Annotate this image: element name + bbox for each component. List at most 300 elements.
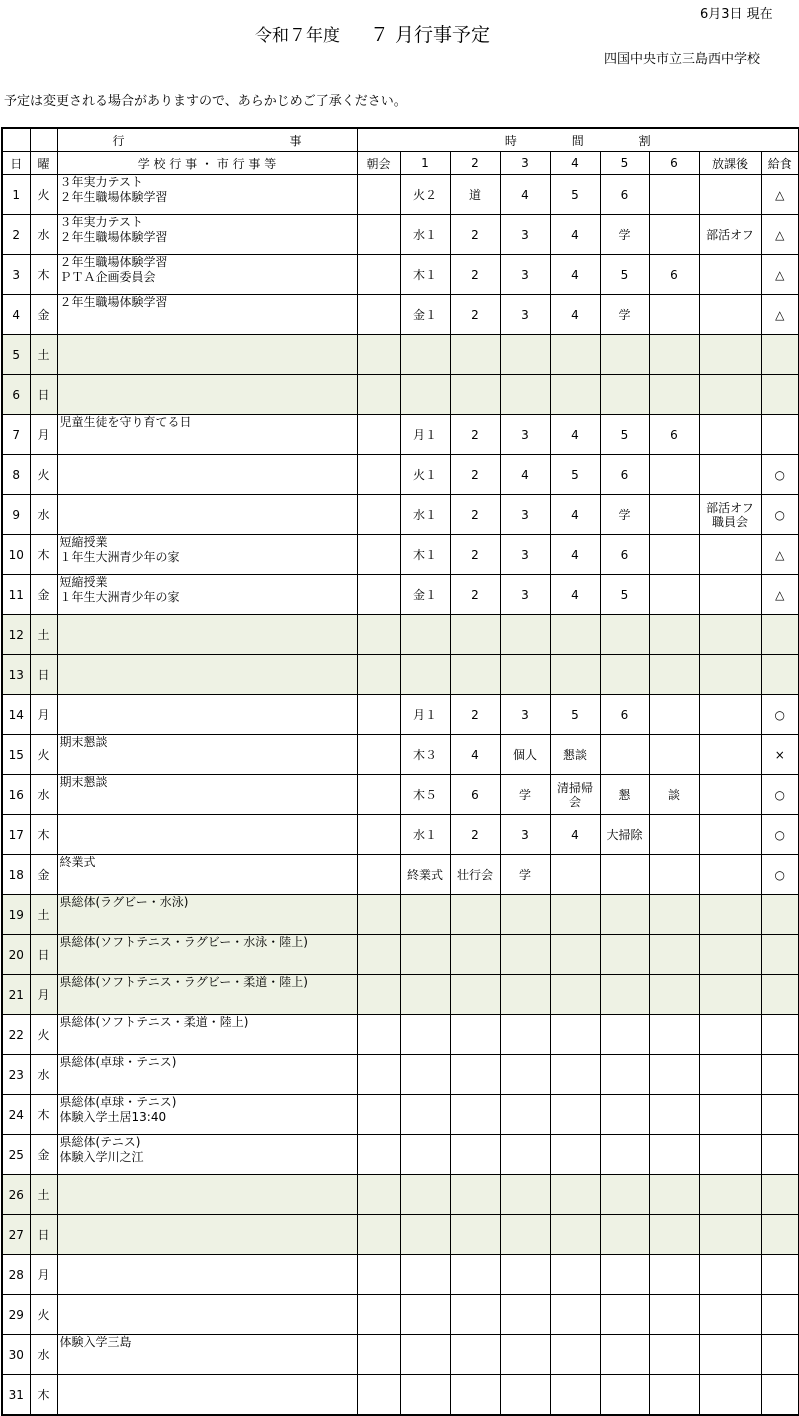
- chokai-cell: [357, 1175, 400, 1215]
- period-4-cell: [550, 1295, 600, 1335]
- day-row: [2, 855, 799, 895]
- lunch-cell: [761, 1375, 799, 1416]
- period-2-cell: 2: [450, 215, 500, 255]
- period-6-cell: 6: [649, 255, 699, 295]
- period-3-cell: [500, 1335, 550, 1375]
- period-2-cell: [450, 1015, 500, 1055]
- event-line: 終業式: [59, 855, 96, 869]
- header-row-1: [2, 128, 799, 152]
- lunch-cell: △: [761, 535, 799, 575]
- period-6-cell: [649, 695, 699, 735]
- period-1-cell: 火２: [400, 175, 450, 215]
- period-2-cell: [450, 895, 500, 935]
- events-cell: [57, 1255, 357, 1295]
- chokai-cell: [357, 495, 400, 535]
- period-6-cell: [649, 1175, 699, 1215]
- period-4-cell: 5: [550, 695, 600, 735]
- period-2-cell: 4: [450, 735, 500, 775]
- after-school-cell: [699, 295, 761, 335]
- events-cell: [57, 975, 357, 1015]
- period-1-cell: 金１: [400, 575, 450, 615]
- period-3-cell: 3: [500, 215, 550, 255]
- period-6-cell: [649, 1375, 699, 1416]
- events-cell: [57, 1335, 357, 1375]
- period-6-cell: [649, 1295, 699, 1335]
- day-number: 21: [2, 975, 30, 1015]
- period-5-cell: [600, 1375, 649, 1416]
- period-4-cell: 清掃帰 会: [550, 775, 600, 815]
- day-row: [2, 335, 799, 375]
- period-3-cell: 3: [500, 575, 550, 615]
- weekday: 木: [30, 1095, 57, 1135]
- period-3-cell: [500, 655, 550, 695]
- chokai-cell: [357, 1135, 400, 1175]
- period-2-cell: 2: [450, 535, 500, 575]
- period-3-cell: 個人: [500, 735, 550, 775]
- after-school-cell: [699, 575, 761, 615]
- period-4-cell: [550, 375, 600, 415]
- period-6-cell: [649, 375, 699, 415]
- lunch-cell: [761, 935, 799, 975]
- chokai-cell: [357, 215, 400, 255]
- period-2-cell: [450, 655, 500, 695]
- period-5-cell: [600, 615, 649, 655]
- period-1-cell: [400, 1255, 450, 1295]
- period-2-cell: 2: [450, 575, 500, 615]
- day-row: [2, 215, 799, 255]
- period-6-cell: [649, 1015, 699, 1055]
- after-school-cell: [699, 535, 761, 575]
- after-school-cell: [699, 335, 761, 375]
- event-line: 体験入学土居13:40: [59, 1110, 167, 1124]
- weekday: 月: [30, 415, 57, 455]
- lunch-cell: [761, 1255, 799, 1295]
- period-5-cell: [600, 1135, 649, 1175]
- weekday: 火: [30, 175, 57, 215]
- after-school-cell: [699, 855, 761, 895]
- chokai-cell: [357, 815, 400, 855]
- after-school-cell: 部活オフ 職員会: [699, 495, 761, 535]
- events-cell: [57, 1175, 357, 1215]
- events-cell: [57, 615, 357, 655]
- period-3-cell: [500, 335, 550, 375]
- period-6-cell: [649, 735, 699, 775]
- period-3-cell: 学: [500, 855, 550, 895]
- day-number: 14: [2, 695, 30, 735]
- chokai-cell: [357, 335, 400, 375]
- lunch-cell: ×: [761, 735, 799, 775]
- day-row: [2, 1015, 799, 1055]
- weekday: 日: [30, 375, 57, 415]
- events-cell: [57, 1055, 357, 1095]
- period-6-cell: [649, 1255, 699, 1295]
- period-2-cell: 2: [450, 295, 500, 335]
- period-2-cell: [450, 1135, 500, 1175]
- events-cell: [57, 935, 357, 975]
- events-cell: [57, 575, 357, 615]
- period-4-cell: [550, 1015, 600, 1055]
- col-after-school: 放課後: [699, 152, 761, 175]
- weekday: 火: [30, 1295, 57, 1335]
- period-2-cell: [450, 1295, 500, 1335]
- weekday: 水: [30, 1335, 57, 1375]
- weekday: 日: [30, 935, 57, 975]
- page-title: [255, 20, 490, 47]
- events-cell: [57, 535, 357, 575]
- day-number: 16: [2, 775, 30, 815]
- col-day: 日: [2, 152, 30, 175]
- col-lunch: 給食: [761, 152, 799, 175]
- lunch-cell: [761, 975, 799, 1015]
- chokai-cell: [357, 175, 400, 215]
- period-1-cell: [400, 935, 450, 975]
- period-3-cell: [500, 935, 550, 975]
- period-2-cell: 2: [450, 455, 500, 495]
- lunch-cell: ○: [761, 695, 799, 735]
- period-3-cell: [500, 1055, 550, 1095]
- day-number: 3: [2, 255, 30, 295]
- after-school-cell: [699, 415, 761, 455]
- day-number: 23: [2, 1055, 30, 1095]
- period-5-cell: 学: [600, 215, 649, 255]
- day-row: [2, 415, 799, 455]
- period-3-cell: [500, 1135, 550, 1175]
- lunch-cell: ○: [761, 815, 799, 855]
- chokai-cell: [357, 1375, 400, 1416]
- day-number: 19: [2, 895, 30, 935]
- after-school-cell: [699, 375, 761, 415]
- lunch-cell: [761, 1095, 799, 1135]
- period-1-cell: [400, 1295, 450, 1335]
- events-cell: [57, 415, 357, 455]
- period-6-cell: [649, 815, 699, 855]
- lunch-cell: [761, 1335, 799, 1375]
- day-row: [2, 1335, 799, 1375]
- after-school-cell: [699, 895, 761, 935]
- period-2-cell: 2: [450, 815, 500, 855]
- period-3-cell: 4: [500, 455, 550, 495]
- period-2-cell: 壮行会: [450, 855, 500, 895]
- day-number: 31: [2, 1375, 30, 1416]
- title-month: ７ 月行事予定: [370, 24, 491, 46]
- period-4-cell: [550, 855, 600, 895]
- day-row: [2, 295, 799, 335]
- chokai-cell: [357, 735, 400, 775]
- period-3-cell: [500, 1375, 550, 1416]
- period-6-cell: [649, 1055, 699, 1095]
- period-4-cell: 4: [550, 415, 600, 455]
- period-1-cell: [400, 1095, 450, 1135]
- period-3-cell: 3: [500, 535, 550, 575]
- day-number: 9: [2, 495, 30, 535]
- period-3-cell: [500, 1095, 550, 1135]
- events-group-header: 行 事: [57, 128, 357, 152]
- chokai-cell: [357, 695, 400, 735]
- event-line: 短縮授業: [59, 575, 108, 589]
- after-school-cell: [699, 455, 761, 495]
- period-3-cell: 3: [500, 495, 550, 535]
- period-3-cell: [500, 1175, 550, 1215]
- col-events: 学 校 行 事 ・ 市 行 事 等: [57, 152, 357, 175]
- event-line: ３年実力テスト: [59, 215, 144, 229]
- lunch-cell: △: [761, 295, 799, 335]
- period-4-cell: 4: [550, 255, 600, 295]
- lunch-cell: [761, 335, 799, 375]
- lunch-cell: [761, 615, 799, 655]
- day-row: [2, 895, 799, 935]
- event-line: ２年生職場体験学習: [59, 190, 168, 204]
- period-4-cell: [550, 1255, 600, 1295]
- period-6-cell: [649, 1215, 699, 1255]
- day-number: 20: [2, 935, 30, 975]
- event-line: 県総体(ラグビー・水泳): [59, 895, 189, 909]
- weekday: 土: [30, 335, 57, 375]
- period-5-cell: 6: [600, 455, 649, 495]
- period-1-cell: [400, 1215, 450, 1255]
- period-5-cell: [600, 855, 649, 895]
- after-school-cell: [699, 735, 761, 775]
- chokai-cell: [357, 1295, 400, 1335]
- chokai-cell: [357, 775, 400, 815]
- weekday: 日: [30, 1215, 57, 1255]
- period-3-cell: [500, 1295, 550, 1335]
- period-5-cell: [600, 1215, 649, 1255]
- lunch-cell: [761, 1135, 799, 1175]
- day-number: 2: [2, 215, 30, 255]
- weekday: 金: [30, 855, 57, 895]
- weekday: 金: [30, 1135, 57, 1175]
- period-3-cell: 4: [500, 175, 550, 215]
- chokai-cell: [357, 1255, 400, 1295]
- lunch-cell: [761, 895, 799, 935]
- period-5-cell: 6: [600, 175, 649, 215]
- period-2-cell: 道: [450, 175, 500, 215]
- day-row: [2, 1175, 799, 1215]
- events-cell: [57, 295, 357, 335]
- period-2-cell: [450, 935, 500, 975]
- after-school-cell: [699, 655, 761, 695]
- day-row: [2, 455, 799, 495]
- day-row: [2, 1215, 799, 1255]
- period-3-cell: [500, 615, 550, 655]
- events-cell: [57, 455, 357, 495]
- after-school-cell: [699, 615, 761, 655]
- after-school-cell: [699, 775, 761, 815]
- period-6-cell: [649, 535, 699, 575]
- period-5-cell: [600, 655, 649, 695]
- weekday: 金: [30, 295, 57, 335]
- day-number: 5: [2, 335, 30, 375]
- period-1-cell: 月１: [400, 415, 450, 455]
- day-number: 6: [2, 375, 30, 415]
- period-1-cell: [400, 655, 450, 695]
- period-5-cell: 大掃除: [600, 815, 649, 855]
- period-4-cell: [550, 1375, 600, 1416]
- event-line: 県総体(テニス): [59, 1135, 141, 1149]
- weekday: 木: [30, 1375, 57, 1416]
- period-5-cell: 学: [600, 495, 649, 535]
- period-4-cell: 4: [550, 535, 600, 575]
- after-school-cell: [699, 695, 761, 735]
- chokai-cell: [357, 855, 400, 895]
- period-5-cell: [600, 935, 649, 975]
- day-number: 8: [2, 455, 30, 495]
- events-cell: [57, 495, 357, 535]
- period-2-cell: 2: [450, 255, 500, 295]
- chokai-cell: [357, 655, 400, 695]
- chokai-cell: [357, 935, 400, 975]
- chokai-cell: [357, 1015, 400, 1055]
- period-1-cell: [400, 1135, 450, 1175]
- col-period-5: 5: [600, 152, 649, 175]
- event-line: 期末懇談: [59, 735, 108, 749]
- period-6-cell: 談: [649, 775, 699, 815]
- as-of-date: 6月3日 現在: [700, 7, 773, 22]
- after-school-cell: [699, 1015, 761, 1055]
- chokai-cell: [357, 1215, 400, 1255]
- weekday: 月: [30, 975, 57, 1015]
- weekday: 木: [30, 815, 57, 855]
- period-5-cell: [600, 335, 649, 375]
- timetable-group-header: 時 間 割: [357, 128, 799, 152]
- period-1-cell: [400, 1055, 450, 1095]
- event-line: ３年実力テスト: [59, 175, 144, 189]
- after-school-cell: [699, 1175, 761, 1215]
- period-3-cell: [500, 975, 550, 1015]
- period-6-cell: [649, 1095, 699, 1135]
- period-4-cell: [550, 655, 600, 695]
- day-row: [2, 575, 799, 615]
- lunch-cell: [761, 375, 799, 415]
- weekday: 土: [30, 615, 57, 655]
- chokai-cell: [357, 615, 400, 655]
- period-6-cell: [649, 575, 699, 615]
- day-row: [2, 1295, 799, 1335]
- events-cell: [57, 335, 357, 375]
- event-line: ＰＴＡ企画委員会: [59, 270, 156, 284]
- period-6-cell: [649, 855, 699, 895]
- weekday: 土: [30, 895, 57, 935]
- chokai-cell: [357, 375, 400, 415]
- day-number: 24: [2, 1095, 30, 1135]
- weekday: 日: [30, 655, 57, 695]
- period-5-cell: [600, 1015, 649, 1055]
- weekday: 水: [30, 1055, 57, 1095]
- period-1-cell: [400, 1175, 450, 1215]
- events-cell: [57, 655, 357, 695]
- period-5-cell: 学: [600, 295, 649, 335]
- event-line: １年生大洲青少年の家: [59, 590, 180, 604]
- period-6-cell: [649, 1135, 699, 1175]
- period-6-cell: [649, 335, 699, 375]
- day-row: [2, 1255, 799, 1295]
- events-cell: [57, 175, 357, 215]
- period-3-cell: [500, 895, 550, 935]
- period-6-cell: [649, 495, 699, 535]
- period-1-cell: 木１: [400, 535, 450, 575]
- day-number: 1: [2, 175, 30, 215]
- event-line: ２年生職場体験学習: [59, 230, 168, 244]
- period-4-cell: [550, 615, 600, 655]
- title-year: 令和７年度: [255, 26, 340, 46]
- weekday: 金: [30, 575, 57, 615]
- day-number: 30: [2, 1335, 30, 1375]
- period-1-cell: 水１: [400, 215, 450, 255]
- period-5-cell: [600, 1335, 649, 1375]
- col-period-1: 1: [400, 152, 450, 175]
- period-2-cell: 2: [450, 415, 500, 455]
- day-row: [2, 655, 799, 695]
- after-school-cell: [699, 1335, 761, 1375]
- period-5-cell: [600, 1055, 649, 1095]
- period-6-cell: [649, 295, 699, 335]
- after-school-cell: [699, 1375, 761, 1416]
- day-number: 18: [2, 855, 30, 895]
- period-4-cell: 4: [550, 295, 600, 335]
- events-cell: [57, 1295, 357, 1335]
- period-1-cell: 水１: [400, 495, 450, 535]
- chokai-cell: [357, 295, 400, 335]
- day-number: 28: [2, 1255, 30, 1295]
- period-2-cell: [450, 1335, 500, 1375]
- events-cell: [57, 255, 357, 295]
- lunch-cell: △: [761, 255, 799, 295]
- period-2-cell: [450, 1175, 500, 1215]
- period-6-cell: [649, 935, 699, 975]
- period-5-cell: [600, 375, 649, 415]
- day-row: [2, 1375, 799, 1416]
- day-number: 13: [2, 655, 30, 695]
- lunch-cell: △: [761, 575, 799, 615]
- lunch-cell: [761, 1015, 799, 1055]
- after-school-cell: [699, 935, 761, 975]
- chokai-cell: [357, 415, 400, 455]
- period-6-cell: [649, 175, 699, 215]
- period-4-cell: [550, 895, 600, 935]
- event-line: ２年生職場体験学習: [59, 295, 168, 309]
- weekday: 水: [30, 775, 57, 815]
- period-5-cell: 5: [600, 255, 649, 295]
- period-3-cell: [500, 1255, 550, 1295]
- col-chokai: 朝会: [357, 152, 400, 175]
- period-1-cell: 水１: [400, 815, 450, 855]
- period-4-cell: 5: [550, 175, 600, 215]
- after-school-cell: [699, 175, 761, 215]
- period-4-cell: 4: [550, 495, 600, 535]
- events-cell: [57, 1375, 357, 1416]
- period-4-cell: [550, 1335, 600, 1375]
- events-cell: [57, 1015, 357, 1055]
- day-number: 11: [2, 575, 30, 615]
- period-1-cell: 木３: [400, 735, 450, 775]
- period-2-cell: 2: [450, 695, 500, 735]
- events-cell: [57, 1095, 357, 1135]
- lunch-cell: ○: [761, 495, 799, 535]
- event-line: 県総体(卓球・テニス): [59, 1095, 177, 1109]
- day-row: [2, 735, 799, 775]
- weekday: 火: [30, 455, 57, 495]
- period-1-cell: 月１: [400, 695, 450, 735]
- period-4-cell: 5: [550, 455, 600, 495]
- period-2-cell: [450, 615, 500, 655]
- period-1-cell: 金１: [400, 295, 450, 335]
- lunch-cell: ○: [761, 775, 799, 815]
- day-row: [2, 695, 799, 735]
- day-number: 29: [2, 1295, 30, 1335]
- period-6-cell: [649, 615, 699, 655]
- period-1-cell: 火１: [400, 455, 450, 495]
- period-1-cell: [400, 335, 450, 375]
